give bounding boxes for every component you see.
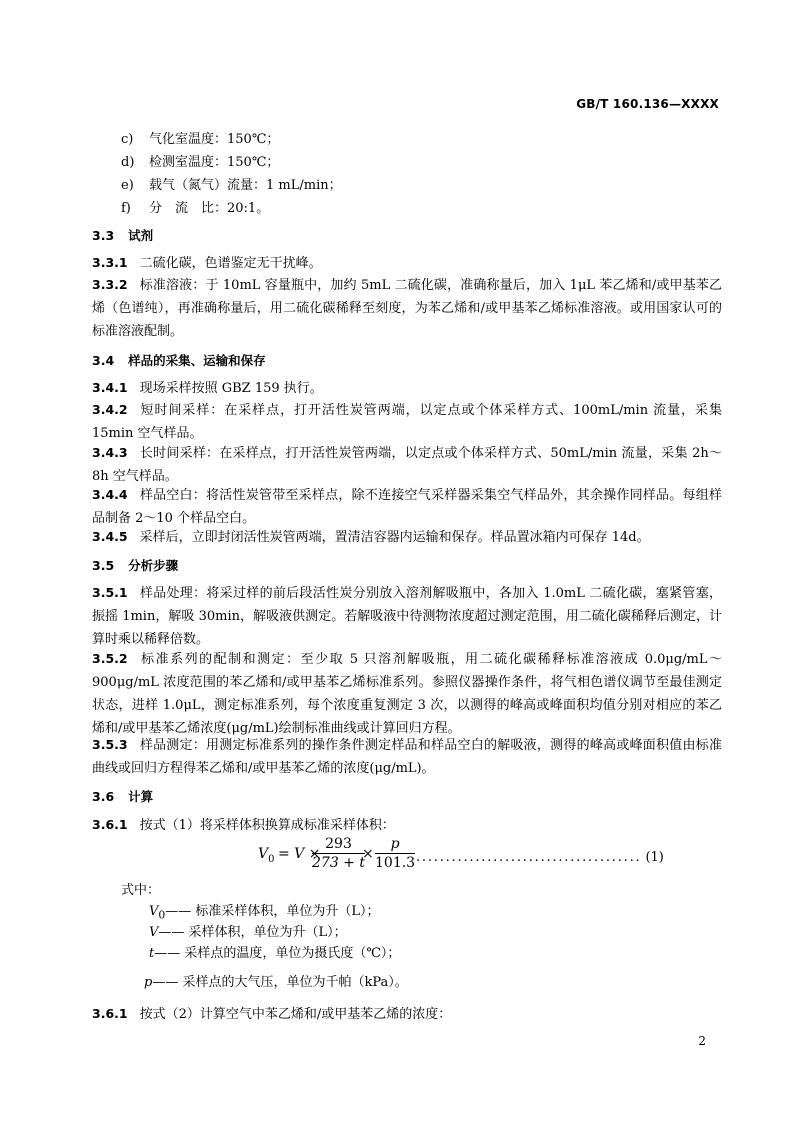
variable-definition: $V_0——$ 标准采样体积，单位为升（L）； [149,904,380,922]
list-item [121,151,279,170]
clause-text: 按式（2）计算空气中苯乙烯和/或甲基苯乙烯的浓度： [139,1007,452,1022]
variable-definition: t—— 采样点的温度，单位为摄氏度（℃）； [149,946,401,961]
section-title: 计算 [128,789,154,804]
clause-text: 样品空白：将活性炭管带至采样点，除不连接空气采样器采集空气样品外，其余操作同样品。每组样品制备 2～10 个样品空白。 [92,488,722,526]
clause-text: 采样后，立即封闭活性炭管两端，置清洁容器内运输和保存。样品置冰箱内可保存 14d。 [139,530,650,545]
section-title: 样品的采集、运输和保存 [128,353,266,368]
paragraph-3-4-2 [92,398,722,445]
variable-definition: V—— 采样体积，单位为升（L）； [149,925,347,940]
paragraph-3-4-5 [92,525,722,549]
variable-definition: p—— 采样点的大气压，单位为千帕（kPa）。 [144,975,408,990]
clause-number: 3.4.3 [92,445,128,460]
clause-text: 标准系列的配制和测定：至少取 5 只溶剂解吸瓶，用二硫化碳稀释标准溶液成 0.0μg/mL～900μg/mL 浓度范围的苯乙烯和/或甲基苯乙烯标准系列。参照仪器操作条件，将气相色谱仪调节至最佳测定状态，进样 1.0μL，测定标准系列，每个浓度重复测定 3 次，以测得的峰高或峰面积均值分别对相应的苯乙烯和/或甲基苯乙烯浓度(μg/mL)绘制标准曲线或计算回归方程。 [92,652,722,736]
clause-text: 长时间采样：在采样点，打开活性炭管两端，以定点或个体采样方式、50mL/min 流量，采集 2h～8h 空气样品。 [92,446,722,484]
section-heading-3-4 [92,351,266,369]
section-heading-3-6 [92,787,153,805]
fraction-denominator: 101.3 [375,855,416,871]
clause-number: 3.6.1 [92,1006,128,1021]
formula-lhs: $V_0$ [258,846,275,865]
paragraph-3-5-2 [92,647,722,740]
formula-eq: = V × [278,846,321,862]
list-label: d) [121,155,135,170]
clause-number: 3.3.2 [92,277,128,292]
clause-text: 二硫化碳，色谱鉴定无干扰峰。 [139,256,322,271]
equation-number: (1) [645,850,664,865]
list-text: 检测室温度：150℃； [149,155,280,170]
list-text: 气化室温度：150℃； [149,132,280,147]
clause-number: 3.4.2 [92,402,128,417]
section-title: 试剂 [128,228,154,243]
paragraph-3-3-2 [92,273,722,343]
fraction-numerator: 293 [312,836,365,854]
page-number: 2 [698,1034,706,1048]
section-number: 3.6 [92,789,115,804]
fraction-numerator: p [375,836,415,854]
paragraph-3-6-1-b [92,1002,722,1026]
section-number: 3.3 [92,228,115,243]
formula-1 [258,838,720,878]
clause-number: 3.5.1 [92,585,128,600]
section-number: 3.5 [92,558,115,573]
clause-number: 3.3.1 [92,255,128,270]
paragraph-3-4-4 [92,483,722,530]
list-text: 分 流 比：20:1。 [149,201,270,216]
clause-text: 现场采样按照 GBZ 159 执行。 [139,381,323,396]
list-item [121,128,279,147]
section-title: 分析步骤 [128,558,179,573]
fraction-denominator: 273 + t [312,855,365,871]
paragraph-3-6-1 [92,813,722,837]
clause-number: 3.4.4 [92,487,128,502]
clause-number: 3.5.2 [92,651,128,666]
clause-number: 3.4.5 [92,529,128,544]
formula-leader-dots: ...................................... (1) [416,850,664,865]
section-number: 3.4 [92,353,115,368]
formula-fraction-1 [312,836,365,871]
paragraph-3-4-3 [92,441,722,488]
list-item [121,197,269,216]
paragraph-3-5-1 [92,581,722,651]
list-text: 载气（氮气）流量：1 mL/min； [149,178,342,193]
paragraph-3-3-1 [92,251,722,275]
clause-number: 3.5.3 [92,737,128,752]
clause-number: 3.6.1 [92,817,128,832]
list-label: e) [121,178,134,193]
clause-text: 按式（1）将采样体积换算成标准采样体积： [139,818,395,833]
clause-text: 样品处理：将采过样的前后段活性炭分别放入溶剂解吸瓶中，各加入 1.0mL 二硫化碳，塞紧管塞，振摇 1min，解吸 30min，解吸液供测定。若解吸液中待测物浓度超过测定范围，用二硫化碳稀释后测定，计算时乘以稀释倍数。 [92,586,722,647]
clause-number: 3.4.1 [92,380,128,395]
section-heading-3-3 [92,226,153,244]
formula-fraction-2 [375,836,415,871]
clause-text: 短时间采样：在采样点，打开活性炭管两端，以定点或个体采样方式、100mL/min 流量，采集15min 空气样品。 [92,403,722,441]
clause-text: 标准溶液：于 10mL 容量瓶中，加约 5mL 二硫化碳，准确称量后，加入 1μL 苯乙烯和/或甲基苯乙烯（色谱纯），再准确称量后，用二硫化碳稀释至刻度，为苯乙烯和/或甲基苯乙烯标准溶液。或用国家认可的标准溶液配制。 [92,278,722,339]
paragraph-3-5-3 [92,733,722,780]
paragraph-3-4-1 [92,376,722,400]
list-label: f) [121,201,131,216]
formula-times: × [362,846,374,862]
list-label: c) [121,132,134,147]
where-label: 式中： [121,883,161,898]
section-heading-3-5 [92,556,178,574]
document-code: GB/T 160.136—XXXX [576,97,719,111]
list-item [121,174,342,193]
clause-text: 样品测定：用测定标准系列的操作条件测定样品和样品空白的解吸液，测得的峰高或峰面积值由标准曲线或回归方程得苯乙烯和/或甲基苯乙烯的浓度(μg/mL)。 [92,738,722,776]
